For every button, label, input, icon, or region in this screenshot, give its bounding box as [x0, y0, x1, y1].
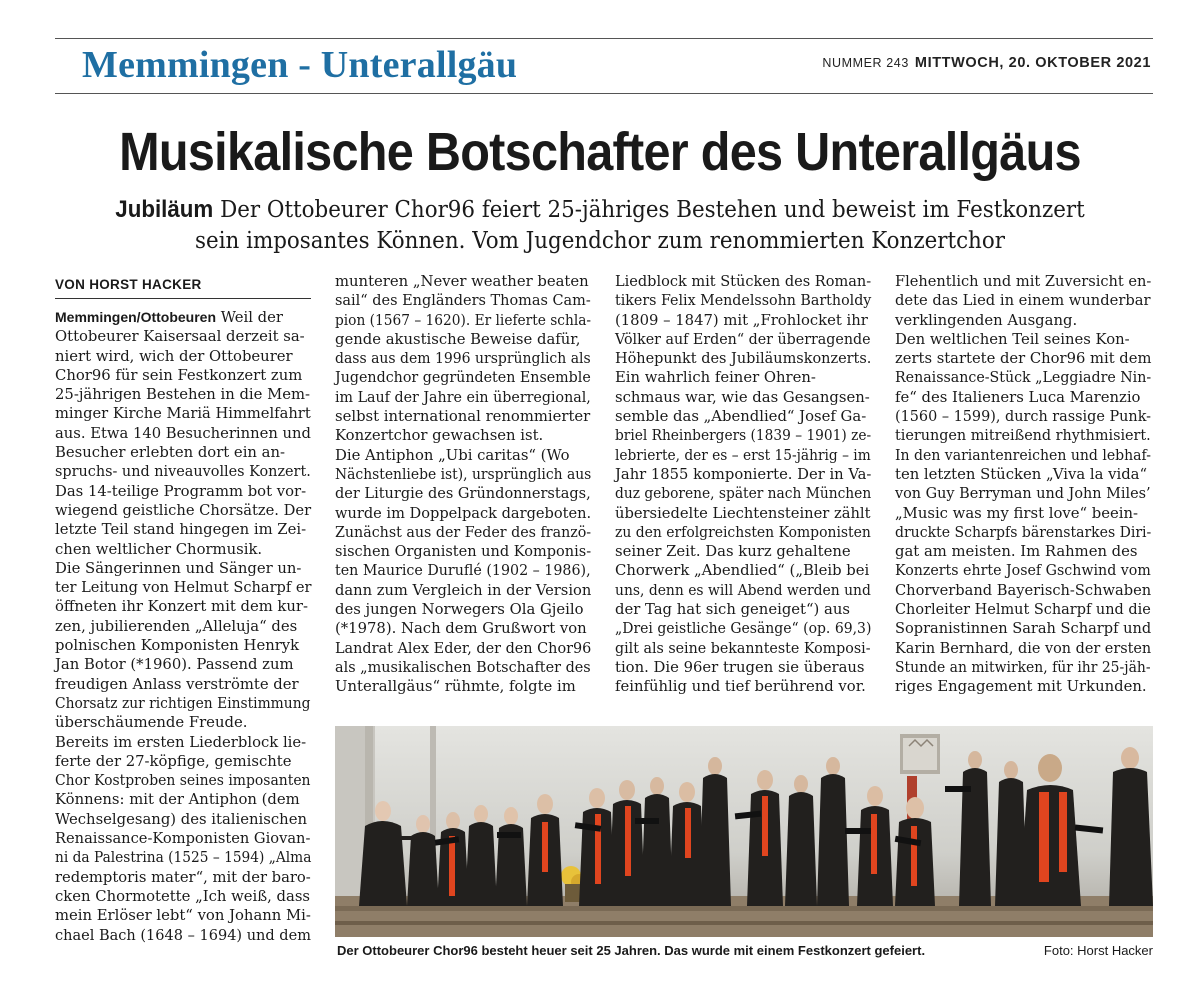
article-column-1 [55, 308, 311, 945]
column-line: cken Chormotette „Ich weiß, dass [55, 887, 311, 905]
column-line [55, 308, 311, 327]
article-column-4 [895, 272, 1151, 697]
column-line: niert wird, wich der Ottobeurer [55, 347, 293, 365]
column-line: aus. Etwa 140 Besucherinnen und [55, 424, 311, 442]
column-line: Sopranistinnen Sarah Scharpf und [895, 620, 1152, 638]
column-line: Zunächst aus der Feder des franzö- [335, 523, 592, 541]
column-line: (1560 – 1599), durch rassige Punk- [895, 408, 1152, 426]
column-2-lines [335, 272, 591, 697]
column-line: In den variantenreichen und lebhaf- [895, 446, 1151, 464]
column-line: gilt als seine bekannteste Komposi- [615, 639, 871, 657]
article-headline: Musikalische Botschafter des Unterallgäus [119, 122, 1081, 182]
section-title: Memmingen - Unterallgäu [82, 44, 518, 86]
column-line: sail“ des Engländers Thomas Cam- [335, 292, 591, 310]
subhead-kicker: Jubiläum [115, 196, 214, 223]
column-line: uns, denn es will Abend werden und [615, 581, 871, 599]
choir-photo [335, 726, 1153, 937]
choir-concert-image [335, 726, 1153, 937]
subhead-text-2: sein imposantes Können. Vom Jugendchor zum renommierten Konzertchor [195, 228, 1005, 254]
column-line: Könnens: mit der Antiphon (dem [55, 791, 300, 809]
column-line: pion (1567 – 1620). Er lieferte schla- [335, 311, 592, 329]
column-line: Ottobeurer Kaisersaal derzeit sa- [55, 328, 305, 346]
article-subhead [89, 194, 1112, 257]
column-line: der Tag hat sich geneiget“) aus [615, 601, 850, 619]
column-line: Stunde an mitwirken, für ihr 25-jäh- [895, 658, 1151, 676]
column-line: Chor96 für sein Festkonzert zum [55, 366, 303, 384]
column-line: Chorverband Bayerisch-Schwaben [895, 581, 1152, 599]
column-line: zerts startete der Chor96 mit dem [895, 350, 1152, 368]
column-line: 25-jährigen Bestehen in die Mem- [55, 386, 311, 404]
column-line: Jahr 1855 komponierte. Der in Va- [615, 465, 872, 483]
column-line: Wechselgesang) des italienischen [55, 810, 307, 828]
column-line: Besucher erlebten dort ein an- [55, 444, 286, 462]
column-line: schmaus war, wie das Gesangsen- [615, 388, 870, 406]
column-line: übersiedelte Liechtensteiner zählt [615, 504, 871, 522]
column-line: Flehentlich und mit Zuversicht en- [895, 273, 1152, 290]
column-line: Karin Bernhard, die von der ersten [895, 639, 1152, 657]
article-column-3 [615, 272, 871, 697]
column-line: ter Leitung von Helmut Scharpf er [55, 579, 312, 597]
column-line: ten letzten Stücken „Viva la vida“ [895, 465, 1148, 483]
column-line: Chorsatz zur richtigen Einstimmung [55, 694, 311, 712]
column-line: semble das „Abendlied“ Josef Ga- [615, 408, 867, 426]
column-line: dann zum Vergleich in der Version [335, 581, 592, 599]
issue-date: MITTWOCH, 20. OKTOBER 2021 [914, 55, 1151, 71]
column-line: minger Kirche Mariä Himmelfahrt [55, 405, 311, 423]
column-line: Chorwerk „Abendlied“ („Bleib bei [615, 562, 870, 580]
column-line: wurde im Doppelpack dargeboten. [335, 504, 592, 522]
column-line: Ein wahrlich feiner Ohren- [615, 369, 816, 387]
subhead-line-1 [89, 194, 1112, 226]
column-line: freudigen Anlass verströmte der [55, 675, 299, 693]
column-line: druckte Scharpfs bärenstarkes Diri- [895, 523, 1152, 541]
column-line: gende akustische Beweise dafür, [335, 330, 581, 348]
column-line: seiner Zeit. Das kurz gehaltene [615, 543, 851, 561]
column-line: Bereits im ersten Liederblock lie- [55, 733, 307, 751]
column-line: Die Antiphon „Ubi caritas“ (Wo [335, 446, 570, 464]
column-4-lines [895, 272, 1151, 697]
issue-dateline [822, 54, 1151, 72]
column-line: redemptoris mater“, mit der baro- [55, 868, 311, 886]
column-line: zu den erfolgreichsten Komponisten [615, 523, 871, 541]
column-line: (1809 – 1847) mit „Frohlocket ihr [615, 311, 868, 329]
column-line: der Liturgie des Gründonnerstags, [335, 485, 591, 503]
column-line: polnischen Komponisten Henryk [55, 637, 300, 655]
column-line: Das 14-teilige Programm bot vor- [55, 482, 307, 500]
column-line: im Lauf der Jahre ein überregional, [335, 388, 591, 406]
column-line: Jugendchor gegründeten Ensemble [335, 369, 591, 387]
article-dateline: Memmingen/Ottobeuren [55, 309, 217, 325]
byline: VON HORST HACKER [55, 274, 311, 299]
column-line-text: Weil der [216, 309, 283, 326]
column-line: zen, jubilierenden „Alleluja“ des [55, 617, 298, 635]
column-line: spruchs- und niveauvolles Konzert. [55, 463, 311, 481]
column-line: dete das Lied in einem wunderbar [895, 292, 1151, 310]
column-line: duz geborene, später nach München [615, 485, 872, 503]
column-line: briel Rheinbergers (1839 – 1901) ze- [615, 427, 872, 445]
column-line: mein Erlöser lebt“ von Johann Mi- [55, 907, 311, 925]
column-line: Die Sängerinnen und Sänger un- [55, 559, 302, 577]
column-line: Konzerts ehrte Josef Gschwind vom [895, 562, 1151, 580]
column-line: letzte Teil stand hingegen im Zei- [55, 521, 307, 539]
column-1-lines [55, 327, 311, 945]
column-line: Renaissance-Stück „Leggiadre Nin- [895, 369, 1152, 387]
column-line: feinfühlig und tief berührend vor. [615, 678, 866, 696]
column-line: ten Maurice Duruflé (1902 – 1986), [335, 562, 591, 580]
column-line: tierungen mitreißend rhythmisiert. [895, 427, 1151, 445]
column-line: „Music was my first love“ beein- [895, 504, 1138, 522]
column-line: ni da Palestrina (1525 – 1594) „Alma [55, 849, 312, 867]
column-line: ferte der 27-köpfige, gemischte [55, 752, 292, 770]
column-line: wiegend geistliche Chorsätze. Der [55, 501, 312, 519]
column-line: sischen Organisten und Komponis- [335, 543, 592, 561]
column-line: tion. Die 96er trugen sie überaus [615, 658, 865, 676]
column-line: Konzertchor gewachsen ist. [335, 427, 544, 445]
column-line: gat am meisten. Im Rahmen des [895, 543, 1138, 561]
column-line: Landrat Alex Eder, der den Chor96 [335, 639, 592, 657]
column-line: munteren „Never weather beaten [335, 273, 589, 290]
column-line: überschäumende Freude. [55, 714, 248, 732]
column-line: Den weltlichen Teil seines Kon- [895, 330, 1130, 348]
column-line: „Drei geistliche Gesänge“ (op. 69,3) [615, 620, 872, 638]
issue-number: NUMMER 243 [822, 56, 909, 70]
column-line: tikers Felix Mendelssohn Bartholdy [615, 292, 872, 310]
column-line: Chor Kostproben seines imposanten [55, 772, 311, 790]
column-line: chael Bach (1648 – 1694) und dem [55, 926, 311, 944]
column-line: Jan Botor (*1960). Passend zum [55, 656, 294, 674]
column-line: Liedblock mit Stücken des Roman- [615, 273, 872, 290]
column-line: als „musikalischen Botschafter des [335, 658, 591, 676]
column-line: Völker auf Erden“ der überragende [615, 330, 871, 348]
column-line: lebrierte, der es – erst 15-jährig – im [615, 446, 871, 464]
column-3-lines [615, 272, 871, 697]
column-line: fe“ des Italieners Luca Marenzio [895, 388, 1141, 406]
column-line: öffneten ihr Konzert mit dem kur- [55, 598, 308, 616]
column-line: verklingenden Ausgang. [895, 311, 1078, 329]
column-line: Chorleiter Helmut Scharpf und die [895, 601, 1151, 619]
page-header [55, 38, 1153, 94]
column-line: Höhepunkt des Jubiläumskonzerts. [615, 350, 872, 368]
photo-credit: Foto: Horst Hacker [1043, 943, 1153, 958]
column-line: dass aus dem 1996 ursprünglich als [335, 350, 591, 368]
caption-text: Der Ottobeurer Chor96 besteht heuer seit 25 Jahren. Das wurde mit einem Festkonzert gefeiert. [337, 943, 926, 958]
column-line: Nächstenliebe ist), ursprünglich aus [335, 465, 592, 483]
photo-caption [335, 942, 1153, 962]
column-line: chen weltlicher Chormusik. [55, 540, 263, 558]
column-line: selbst international renommierter [335, 408, 591, 426]
column-line: von Guy Berryman und John Miles’ [895, 485, 1151, 503]
article-column-2 [335, 272, 591, 697]
column-line: Unterallgäus“ rühmte, folgte im [335, 678, 576, 696]
column-line: Renaissance-Komponisten Giovan- [55, 830, 311, 848]
column-line: (*1978). Nach dem Grußwort von [335, 620, 587, 638]
column-line: riges Engagement mit Urkunden. [895, 678, 1147, 696]
column-line: des jungen Norwegers Ola Gjeilo [335, 601, 584, 619]
subhead-text-1: Der Ottobeurer Chor96 feiert 25-jähriges Bestehen und beweist im Festkonzert [220, 197, 1085, 223]
